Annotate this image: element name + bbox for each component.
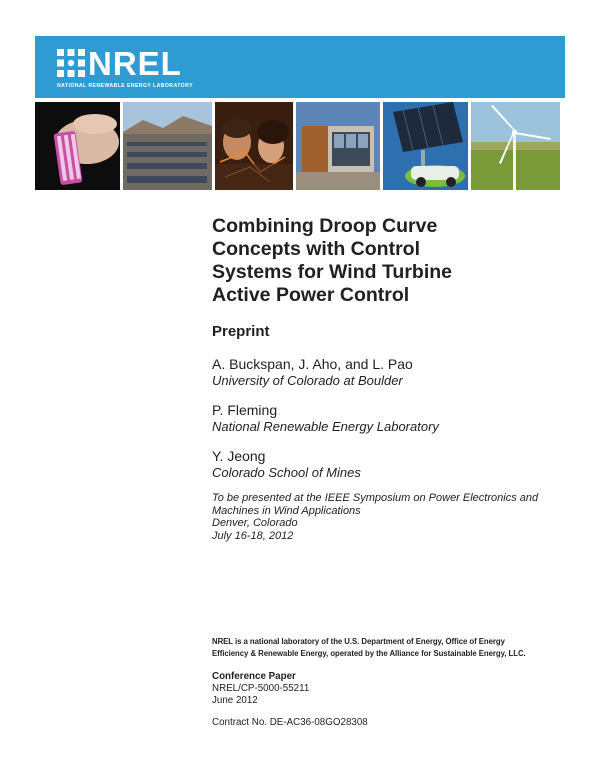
photo-solar-vehicle [383, 102, 468, 190]
author-affiliation: University of Colorado at Boulder [212, 373, 403, 388]
nrel-statement [212, 636, 526, 660]
presentation-info [212, 492, 582, 542]
title-line: Combining Droop Curve [212, 215, 438, 237]
title-line: Active Power Control [212, 284, 410, 306]
photo-wind-turbine [471, 102, 560, 190]
presentation-date: July 16-18, 2012 [212, 529, 294, 542]
nrel-logo-icon [57, 49, 85, 77]
title-line: Concepts with Control [212, 238, 420, 260]
photo-hand-vials [35, 102, 120, 190]
author-affiliation: Colorado School of Mines [212, 465, 361, 480]
nrel-statement-line: NREL is a national laboratory of the U.S. Department of Energy, Office of Energy [212, 637, 505, 646]
logo-wordmark: NREL [88, 45, 182, 82]
author-names: P. Fleming [212, 402, 278, 418]
report-info [212, 671, 309, 707]
document-subtitle: Preprint [212, 323, 270, 340]
nrel-statement-line: Efficiency & Renewable Energy, operated by the Alliance for Sustainable Energy, LLC. [212, 649, 526, 658]
logo-tagline: NATIONAL RENEWABLE ENERGY LABORATORY [57, 83, 193, 89]
contract-number: Contract No. DE-AC36-08GO28308 [212, 717, 368, 728]
presentation-line: To be presented at the IEEE Symposium on Power Electronics and [212, 492, 539, 504]
presentation-location: Denver, Colorado [212, 517, 298, 529]
report-number: NREL/CP-5000-55211 [212, 683, 310, 694]
author-names: Y. Jeong [212, 448, 266, 464]
author-affiliation: National Renewable Energy Laboratory [212, 419, 439, 434]
photo-researchers [215, 102, 293, 190]
photo-building [296, 102, 380, 190]
document-title [212, 215, 572, 307]
nrel-banner [35, 36, 565, 98]
photo-strip [35, 102, 565, 190]
photo-solar-field [123, 102, 212, 190]
report-type: Conference Paper [212, 671, 296, 682]
author-names: A. Buckspan, J. Aho, and L. Pao [212, 356, 413, 372]
report-date: June 2012 [212, 695, 258, 706]
title-line: Systems for Wind Turbine [212, 261, 452, 283]
presentation-line: Machines in Wind Applications [212, 504, 361, 517]
